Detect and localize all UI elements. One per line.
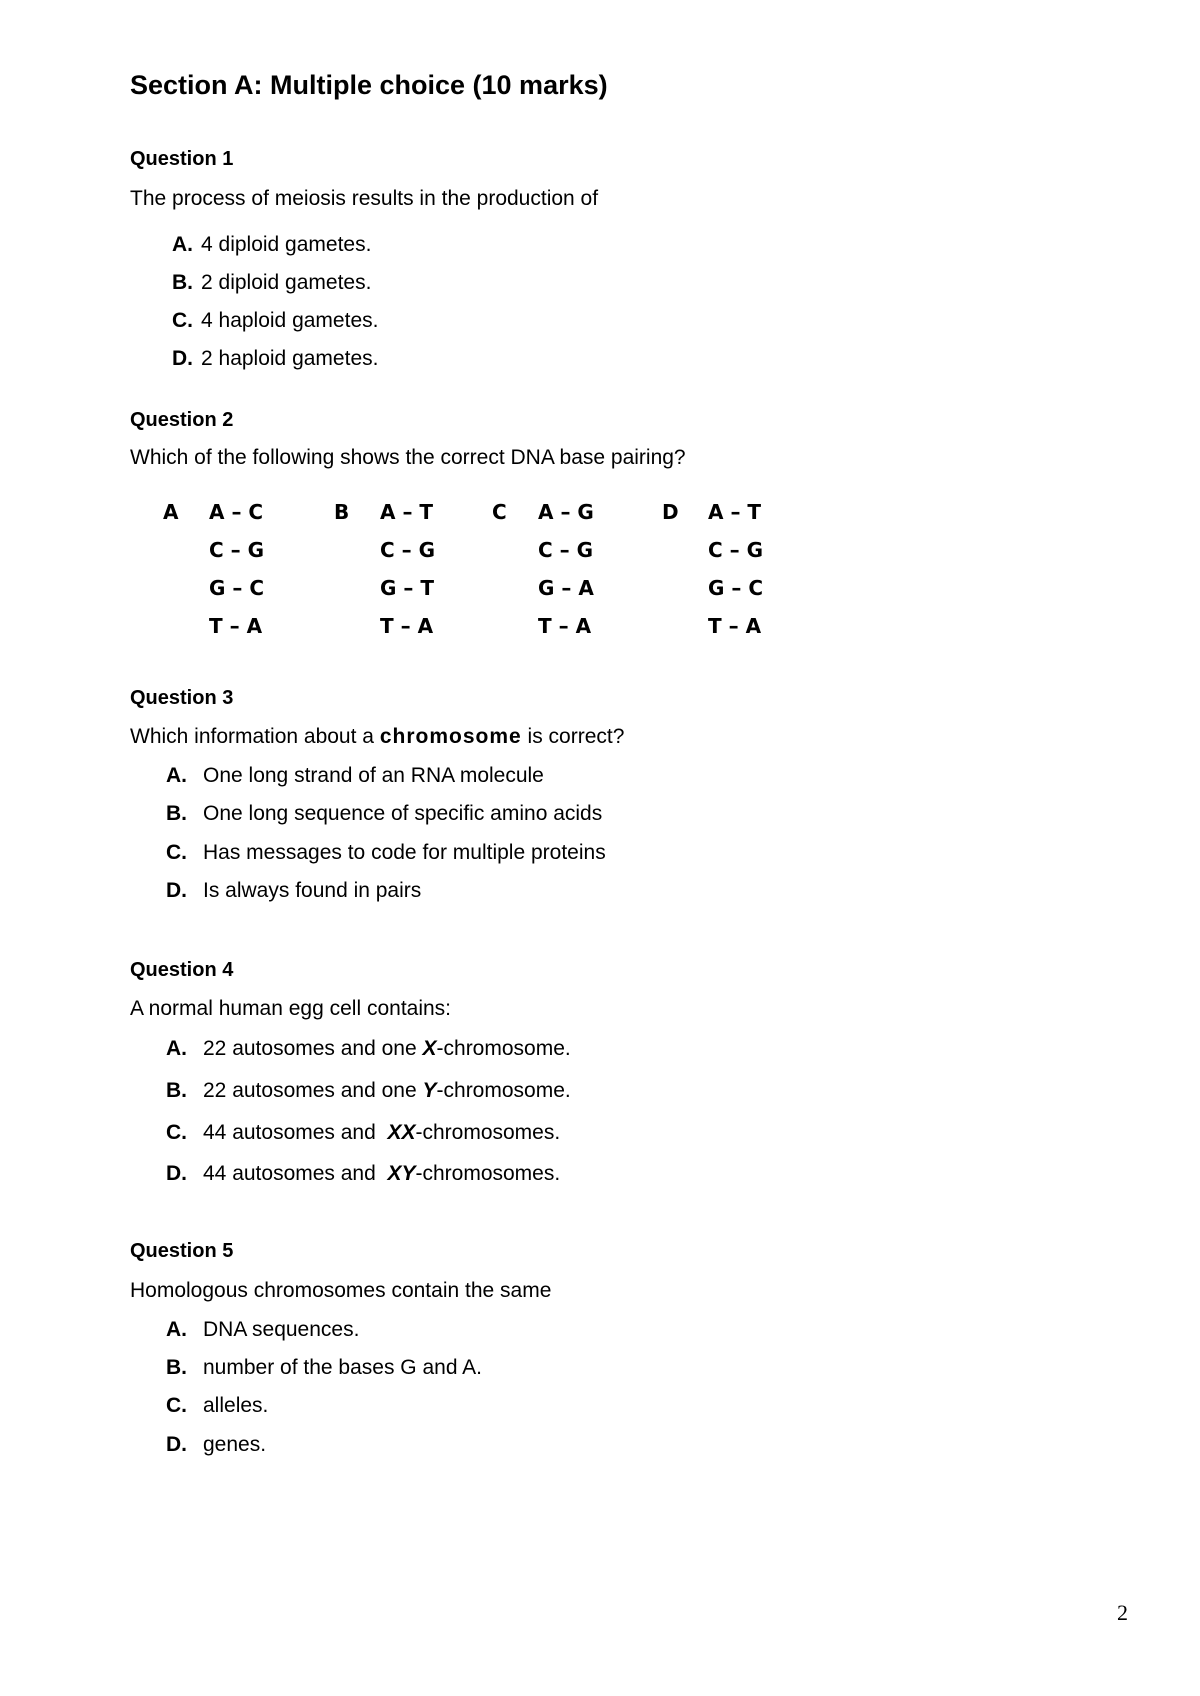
dna-pair: T – A	[209, 614, 263, 638]
dna-pair: A – T	[380, 500, 434, 524]
option-letter: A.	[166, 1037, 187, 1060]
option-letter: B.	[172, 271, 193, 294]
option-text: One long sequence of specific amino acids	[203, 802, 603, 825]
question-4-heading: Question 4	[130, 959, 234, 981]
option-text: 4 diploid gametes.	[201, 233, 372, 256]
question-4-text: A normal human egg cell contains:	[130, 997, 452, 1020]
option-letter: C.	[166, 1121, 187, 1144]
question-1-option-b	[172, 271, 371, 295]
question-5-option-c	[166, 1394, 268, 1418]
section-title: Section A: Multiple choice (10 marks)	[130, 70, 608, 100]
question-3-option-b	[166, 802, 602, 826]
dna-pair: G – A	[538, 576, 594, 600]
question-4-option-b	[166, 1079, 571, 1103]
dna-pair: C – G	[708, 538, 764, 562]
dna-pair: G – C	[708, 576, 764, 600]
option-text: One long strand of an RNA molecule	[203, 764, 544, 787]
option-text: 2 diploid gametes.	[201, 271, 372, 294]
option-text-before: 22 autosomes and one	[203, 1037, 423, 1060]
option-text: DNA sequences.	[203, 1318, 360, 1341]
option-letter: C.	[166, 841, 187, 864]
option-text-after: -chromosomes.	[415, 1162, 561, 1185]
dna-pair: A – T	[708, 500, 762, 524]
question-1-heading: Question 1	[130, 148, 234, 170]
option-letter: D.	[166, 879, 187, 902]
question-3-option-c	[166, 841, 606, 865]
question-3-text-after: is correct?	[527, 725, 625, 748]
option-letter: C.	[172, 309, 193, 332]
dna-pair: C – G	[538, 538, 594, 562]
question-1-option-c	[172, 309, 378, 333]
option-letter: C.	[166, 1394, 187, 1417]
dna-pair: T – A	[380, 614, 434, 638]
option-letter: B.	[166, 1356, 187, 1379]
option-text: 4 haploid gametes.	[201, 309, 379, 332]
chromosome-symbol: X	[422, 1037, 437, 1060]
option-text-after: -chromosomes.	[415, 1121, 561, 1144]
option-text-after: -chromosome.	[436, 1079, 571, 1102]
option-text: alleles.	[203, 1394, 269, 1417]
option-letter: A.	[166, 1318, 187, 1341]
dna-pair: C – G	[209, 538, 265, 562]
option-letter: B.	[166, 802, 187, 825]
chromosome-symbol: XX	[387, 1121, 416, 1144]
dna-option-letter-a: A	[163, 500, 179, 524]
question-5-option-a	[166, 1318, 359, 1342]
option-letter: D.	[166, 1433, 187, 1456]
option-text: Is always found in pairs	[203, 879, 422, 902]
option-text: 2 haploid gametes.	[201, 347, 379, 370]
dna-option-letter-d: D	[662, 500, 679, 524]
question-3-option-d	[166, 879, 421, 903]
option-letter: D.	[166, 1162, 187, 1185]
question-1-text: The process of meiosis results in the production of	[130, 187, 599, 210]
option-letter: D.	[172, 347, 193, 370]
question-5-text: Homologous chromosomes contain the same	[130, 1279, 552, 1302]
question-4-option-a	[166, 1037, 571, 1061]
question-5-heading: Question 5	[130, 1240, 234, 1262]
question-3-keyword: chromosome	[379, 725, 522, 748]
dna-pair: G – T	[380, 576, 434, 600]
dna-pair: T – A	[538, 614, 592, 638]
question-3-text	[130, 725, 624, 749]
question-3-heading: Question 3	[130, 687, 234, 709]
question-2-heading: Question 2	[130, 409, 234, 431]
option-letter: A.	[166, 764, 187, 787]
question-1-option-d	[172, 347, 378, 371]
option-text: Has messages to code for multiple proteins	[203, 841, 606, 864]
question-4-option-d	[166, 1162, 560, 1186]
question-4-option-c	[166, 1121, 560, 1145]
chromosome-symbol: XY	[387, 1162, 416, 1185]
question-1-option-a	[172, 233, 371, 257]
option-text-before: 44 autosomes and	[203, 1162, 388, 1185]
dna-pair: G – C	[209, 576, 265, 600]
dna-pair: A – G	[538, 500, 594, 524]
question-3-option-a	[166, 764, 544, 788]
option-text-before: 22 autosomes and one	[203, 1079, 423, 1102]
option-text: number of the bases G and A.	[203, 1356, 483, 1379]
option-text-after: -chromosome.	[436, 1037, 571, 1060]
question-5-option-b	[166, 1356, 482, 1380]
option-letter: A.	[172, 233, 193, 256]
question-2-text: Which of the following shows the correct DNA base pairing?	[130, 446, 686, 469]
dna-pair: C – G	[380, 538, 436, 562]
option-letter: B.	[166, 1079, 187, 1102]
dna-option-letter-b: B	[334, 500, 350, 524]
dna-option-letter-c: C	[492, 500, 507, 524]
question-3-text-before: Which information about a	[130, 725, 374, 748]
page-number: 2	[1117, 1600, 1128, 1625]
question-5-option-d	[166, 1433, 266, 1457]
dna-pair: T – A	[708, 614, 762, 638]
option-text-before: 44 autosomes and	[203, 1121, 388, 1144]
option-text: genes.	[203, 1433, 267, 1456]
dna-pair: A – C	[209, 500, 264, 524]
chromosome-symbol: Y	[422, 1079, 437, 1102]
